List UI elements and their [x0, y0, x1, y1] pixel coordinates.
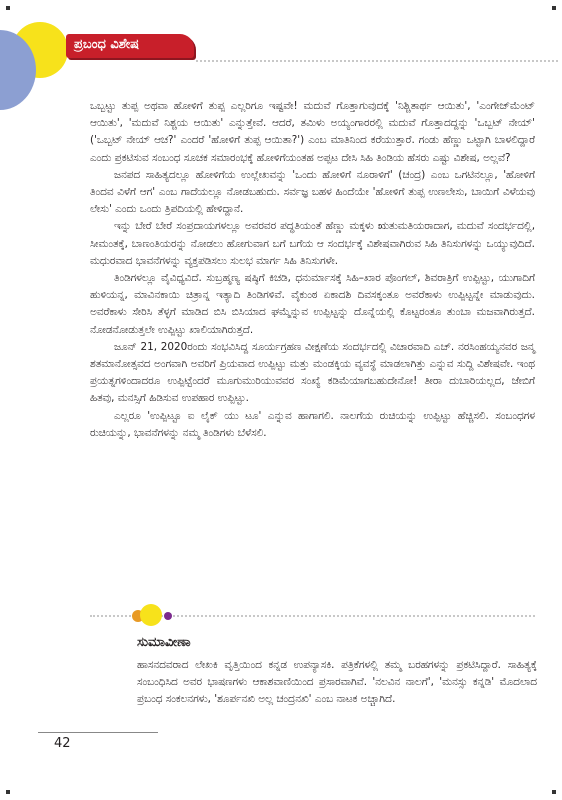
header-dotted-rule	[196, 60, 558, 62]
section-header-tab	[66, 34, 194, 58]
yellow-dot	[140, 604, 162, 626]
article-paragraph: ಇನ್ನು ಬೇರೆ ಬೇರೆ ಸಂಪ್ರದಾಯಗಳಲ್ಲೂ ಅವರವರ ಪದ್ಧತಿಯಂತೆ ಹೆಣ್ಣು ಮಕ್ಕಳು ಋತುಮತಿಯರಾದಾಗ, ಮದುವೆ ಸಂದರ್ಭದಲ್ಲಿ, ಸೀಮಂತಕ್ಕೆ, ಬಾಣಂತಿಯರನ್ನು ನೋಡಲು ಹೋಗುವಾಗ ಬಗೆ ಬಗೆಯ ಆ ಸಂದರ್ಭಕ್ಕೆ ವಿಶೇಷವಾಗಿರುವ ಸಿಹಿ ತಿನಿಸುಗಳನ್ನು ಒಯ್ಯುವುದಿದೆ. ಮಧುರವಾದ ಭಾವನೆಗಳನ್ನು ವ್ಯಕ್ತಪಡಿಸಲು ಸುಲಭ ಮಾರ್ಗ ಸಿಹಿ ತಿನಿಸುಗಳೇ.	[90, 220, 535, 267]
page-number: 42	[54, 736, 71, 751]
section-title: ಪ್ರಬಂಧ ವಿಶೇಷ	[74, 37, 140, 52]
article-body	[90, 98, 535, 442]
crop-mark	[6, 790, 10, 794]
purple-dot	[164, 612, 172, 620]
article-paragraph: ಜೂನ್ 21, 2020ರಂದು ಸಂಭವಿಸಿದ್ದ ಸೂರ್ಯಗ್ರಹಣ ವೀಕ್ಷಣೆಯ ಸಂದರ್ಭದಲ್ಲಿ ವಿಚಾರವಾದಿ ಎಚ್. ನರಸಿಂಹಯ್ಯನವರ ಜನ್ಮ ಶತಮಾನೋತ್ಸವದ ಅಂಗವಾಗಿ ಅವರಿಗೆ ಪ್ರಿಯವಾದ ಉಪ್ಪಿಟ್ಟು ಮತ್ತು ಮಂಡಕ್ಕಿಯ ವ್ಯವಸ್ಥೆ ಮಾಡಲಾಗಿತ್ತು ಎನ್ನುವ ಸುದ್ದಿ ವಿಶೇಷವೇ. ಇಂಥ ಪ್ರಯತ್ನಗಳಿಂದಾದರೂ ಉಪ್ಪಿಟ್ಟೆಂದರೆ ಮೂಗುಮುರಿಯುವವರ ಸಂಖ್ಯೆ ಕಡಿಮೆಯಾಗಬಹುದೇನೋ! ತೀರಾ ದುಬಾರಿಯಲ್ಲದ, ಜೇಬಿಗೆ ಹಿತವು, ಮನಸ್ಸಿಗೆ ಹಿಡಿಸುವ ಉಪಹಾರ ಉಪ್ಪಿಟ್ಟು.	[90, 340, 535, 405]
footer-rule	[38, 732, 158, 733]
article-paragraph: ಜನಪದ ಸಾಹಿತ್ಯದಲ್ಲೂ ಹೋಳಿಗೆಯ ಉಲ್ಲೇಖವನ್ನು 'ಒಂದು ಹೋಳಿಗೆ ನೂರಾಳಿಗೆ' (ಚಂದ್ರ) ಎಂಬ ಒಗಟಿನಲ್ಲೂ, 'ಹೋಳಿಗೆ ತಿಂದವ ವಿಳೆಗೆ ಆಗ' ಎಂಬ ಗಾದೆಯಲ್ಲೂ ನೋಡಬಹುದು. ಸರ್ವಜ್ಞ ಬಹಳ ಹಿಂದೆಯೇ 'ಹೋಳಿಗೆ ತುಪ್ಪ ಉಣಲೇಸು, ಬಾಯಿಗೆ ವಿಳೆಯವು ಲೇಸು' ಎಂದು ಒಂದು ತ್ರಿಪದಿಯಲ್ಲಿ ಹೇಳಿದ್ದಾನೆ.	[90, 168, 535, 216]
crop-mark	[552, 6, 556, 10]
author-name: ಸುಮಾವೀಣಾ	[137, 635, 191, 650]
bio-divider	[90, 612, 535, 620]
author-bio-text: ಹಾಸನದವರಾದ ಲೇಖಕಿ ವೃತ್ತಿಯಿಂದ ಕನ್ನಡ ಉಪನ್ಯಾಸಕಿ. ಪತ್ರಿಕೆಗಳಲ್ಲಿ ತಮ್ಮ ಬರಹಗಳನ್ನು ಪ್ರಕಟಿಸಿದ್ದಾರೆ. ಸಾಹಿತ್ಯಕ್ಕೆ ಸಂಬಂಧಿಸಿದ ಅವರ ಭಾಷಣಗಳು ಆಕಾಶವಾಣಿಯಿಂದ ಪ್ರಸಾರವಾಗಿವೆ. 'ನಲವಿನ ನಾಲಗೆ', 'ಮನಸ್ಸು ಕನ್ನಡಿ' ಮೊದಲಾದ ಪ್ರಬಂಧ ಸಂಕಲನಗಳು, 'ಶೂರ್ಪನಖಿ ಅಲ್ಲ ಚಂದ್ರನಖಿ' ಎಂಬ ನಾಟಕ ಅಚ್ಚಾಗಿದೆ.	[137, 659, 537, 705]
crop-mark	[6, 6, 10, 10]
article-paragraph: ತಿಂಡಿಗಳಲ್ಲೂ ವೈವಿಧ್ಯವಿದೆ. ಸುಬ್ರಹ್ಮಣ್ಯ ಷಷ್ಠಿಗೆ ಕಿಚಡಿ, ಧನುರ್ಮಾಸಕ್ಕೆ ಸಿಹಿ–ಖಾರ ಪೊಂಗಲ್, ಶಿವರಾತ್ರಿಗೆ ಉಪ್ಪಿಟ್ಟು, ಯುಗಾದಿಗೆ ಹುಳಿಯನ್ನ, ಮಾವಿನಕಾಯಿ ಚಿತ್ರಾನ್ನ ಇತ್ಯಾದಿ ತಿಂಡಿಗಳಿವೆ. ವೈಕುಂಠ ಏಕಾದಶಿ ದಿವಸಕ್ಕಂತೂ ಅವರೆಕಾಳು ಉಪ್ಪಿಟ್ಟನ್ನೇ ಮಾಡುವುದು. ಅವರೆಕಾಳು ಸೇರಿಸಿ ತೆಳ್ಳಗೆ ಮಾಡಿದ ಬಿಸಿ ಬಿಸಿಯಾದ ಘಮ್ಮೆನ್ನುವ ಉಪ್ಪಿಟ್ಟನ್ನು ದೊನ್ನೆಯಲ್ಲಿ ಕೊಟ್ಟರಂತೂ ತುಂಬಾ ಮಜವಾಗಿರುತ್ತದೆ. ನೋಡನೋಡುತ್ತಲೇ ಉಪ್ಪಿಟ್ಟು ಖಾಲಿಯಾಗಿರುತ್ತದೆ.	[90, 272, 535, 336]
article-paragraph: ಒಬ್ಬಟ್ಟು ತುಪ್ಪ ಅಥವಾ ಹೋಳಿಗೆ ತುಪ್ಪ ಎಲ್ಲರಿಗೂ ಇಷ್ಟವೇ! ಮದುವೆ ಗೊತ್ತಾಗುವುದಕ್ಕೆ 'ನಿಶ್ಚಿತಾರ್ಥ ಆಯಿತು', 'ಎಂಗೇಜ್‌ಮೆಂಟ್ ಆಯಿತು', 'ಮದುವೆ ನಿಶ್ಚಯ ಆಯಿತು' ಎನ್ನುತ್ತೇವೆ. ಆದರೆ, ತಮಿಳು ಅಯ್ಯಂಗಾರರಲ್ಲಿ ಮದುವೆ ಗೊತ್ತಾದದ್ದನ್ನು 'ಒಬ್ಬಟ್ ನೇಯ್' ('ಒಬ್ಬಟ್ ನೇಯ್ ಆಚ?' ಎಂದರೆ 'ಹೋಳಿಗೆ ತುಪ್ಪ ಆಯಿತಾ?') ಎಂಬ ಮಾತಿನಿಂದ ಕರೆಯುತ್ತಾರೆ. ಗಂಡು ಹೆಣ್ಣು ಒಟ್ಟಾಗಿ ಬಾಳಲಿದ್ದಾರೆ ಎಂದು ಪ್ರಕಟಿಸುವ ಸಂಬಂಧ ಸೂಚಕ ಸಮಾರಂಭಕ್ಕೆ ಹೋಳಿಗೆಯಂತಹ ಅಪ್ಪಟ ದೇಸಿ ಸಿಹಿ ತಿಂಡಿಯ ಹೆಸರು ಎಷ್ಟು ವಿಶೇಷ, ಅಲ್ಲವೆ?	[90, 100, 535, 164]
article-paragraph: ಎಲ್ಲರೂ 'ಉಪ್ಪಿಟ್ಟೂ ಐ ಲೈಕ್ ಯು ಟೂ' ಎನ್ನುವ ಹಾಗಾಗಲಿ. ನಾಲಗೆಯ ರುಚಿಯನ್ನು ಉಪ್ಪಿಟ್ಟು ಹೆಚ್ಚಿಸಲಿ. ಸಂಬಂಧಗಳ ರುಚಿಯನ್ನು, ಭಾವನೆಗಳನ್ನು ನಮ್ಮ ತಿಂಡಿಗಳು ಬೆಳೆಸಲಿ.	[90, 409, 535, 439]
crop-mark	[552, 790, 556, 794]
